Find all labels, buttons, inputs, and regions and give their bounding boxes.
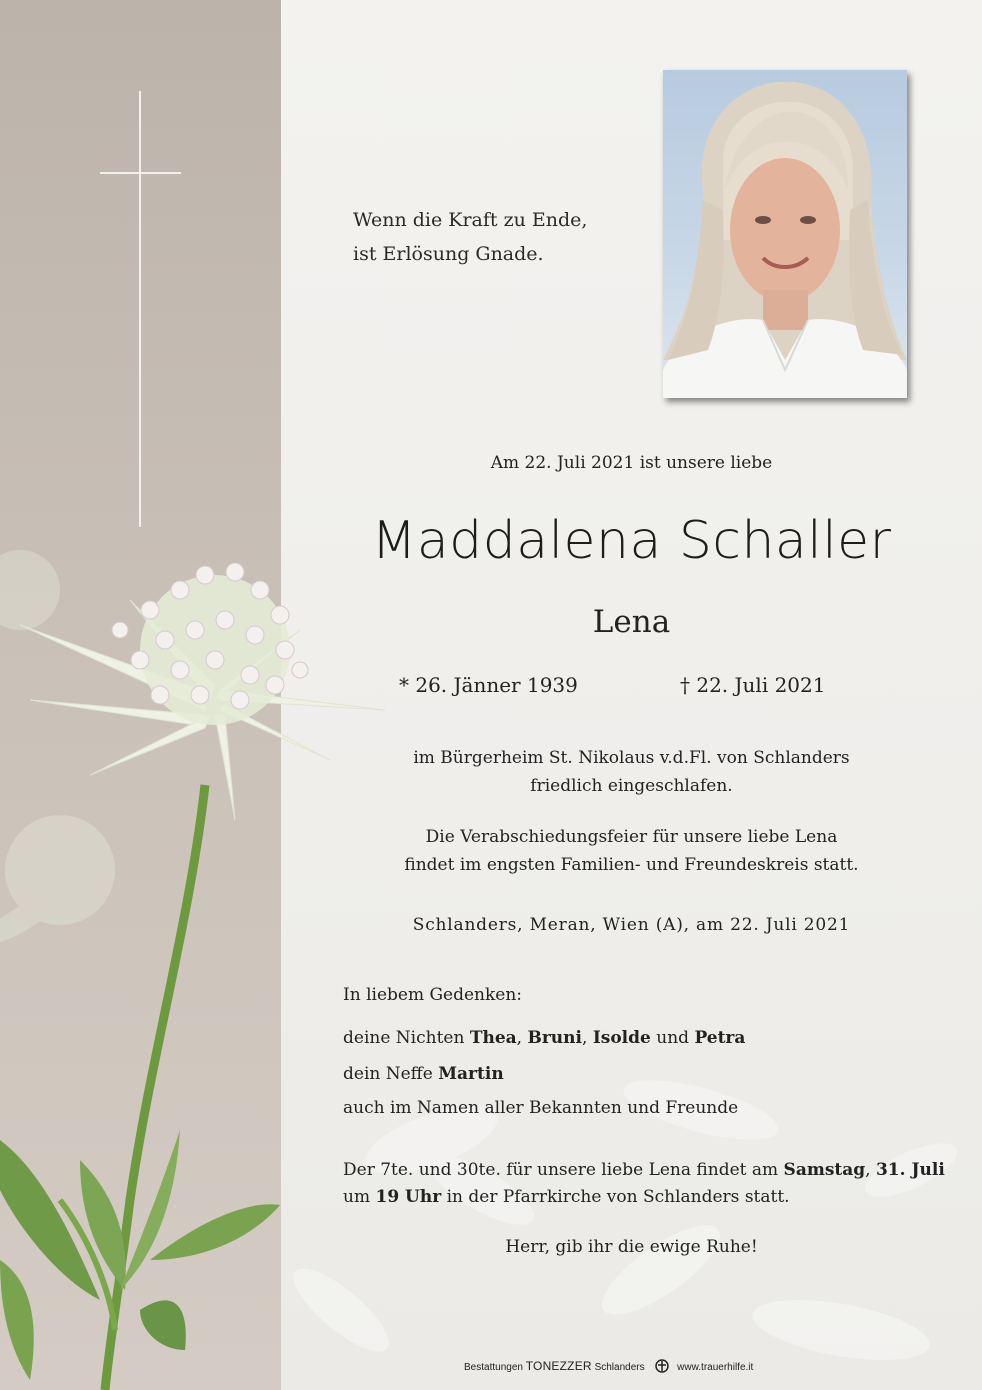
mass-text: Der 7te. und 30te. für unsere liebe Lena findet am (343, 1160, 779, 1180)
footer (464, 1359, 753, 1373)
cross-icon (139, 91, 141, 527)
mass-announcement (343, 1157, 945, 1211)
quote (353, 203, 587, 271)
place-line-1: im Bürgerheim St. Nikolaus v.d.Fl. von Schlanders (413, 748, 850, 768)
others-line: auch im Namen aller Bekannten und Freunde (343, 1098, 739, 1118)
ceremony-info (281, 823, 982, 879)
mass-line-2 (343, 1184, 945, 1211)
quote-line-2: ist Erlösung Gnade. (353, 243, 544, 265)
cross-icon-bar (100, 172, 181, 174)
ceremony-line-1: Die Verabschiedungsfeier für unsere liebe Lena (425, 827, 838, 847)
nieces-prefix: deine Nichten (343, 1028, 465, 1048)
intro-text: Am 22. Juli 2021 ist unsere liebe (490, 453, 773, 473)
mass-day: Samstag (783, 1160, 866, 1180)
portrait-photo (663, 70, 907, 398)
place-date-line: Schlanders, Meran, Wien (A), am 22. Juli 2021 (412, 915, 851, 935)
funeral-home-logo-icon (653, 1359, 671, 1373)
niece-name: Petra (694, 1028, 746, 1048)
footer-town: Schlanders (594, 1362, 645, 1373)
birth-date: * 26. Jänner 1939 (399, 673, 578, 697)
mass-text: in der Pfarrkirche von Schlanders statt. (446, 1187, 790, 1207)
death-date: † 22. Juli 2021 (680, 673, 826, 697)
nephew-name: Martin (438, 1064, 504, 1084)
memory-heading: In liebem Gedenken: (343, 985, 523, 1005)
closing-prayer: Herr, gib ihr die ewige Ruhe! (505, 1237, 758, 1257)
niece-name: Bruni (527, 1028, 582, 1048)
place-of-death (281, 744, 982, 800)
ceremony-line-2: findet im engsten Familien- und Freundeskreis statt. (404, 855, 859, 875)
mass-time: 19 Uhr (375, 1187, 442, 1207)
mass-text: um (343, 1187, 371, 1207)
nephew-prefix: dein Neffe (343, 1064, 433, 1084)
footer-prefix: Bestattungen (464, 1362, 523, 1373)
mass-line-1: Der 7te. und 30te. für unsere liebe Lena findet am Samstag, 31. Juli (343, 1160, 945, 1180)
and-word: und (656, 1028, 690, 1048)
nephew-line (343, 1064, 504, 1084)
niece-name: Isolde (592, 1028, 651, 1048)
footer-brand: TONEZZER (525, 1359, 592, 1373)
footer-website[interactable]: www.trauerhilfe.it (677, 1362, 754, 1373)
mass-date: 31. Juli (875, 1160, 945, 1180)
place-line-2: friedlich eingeschlafen. (530, 776, 733, 796)
deceased-nickname: Lena (592, 604, 671, 640)
quote-line-1: Wenn die Kraft zu Ende, (353, 209, 588, 231)
deceased-name: Maddalena Schaller (371, 511, 892, 571)
nieces-line: deine Nichten Thea, Bruni, Isolde und Petra (343, 1028, 746, 1048)
niece-name: Thea (469, 1028, 517, 1048)
